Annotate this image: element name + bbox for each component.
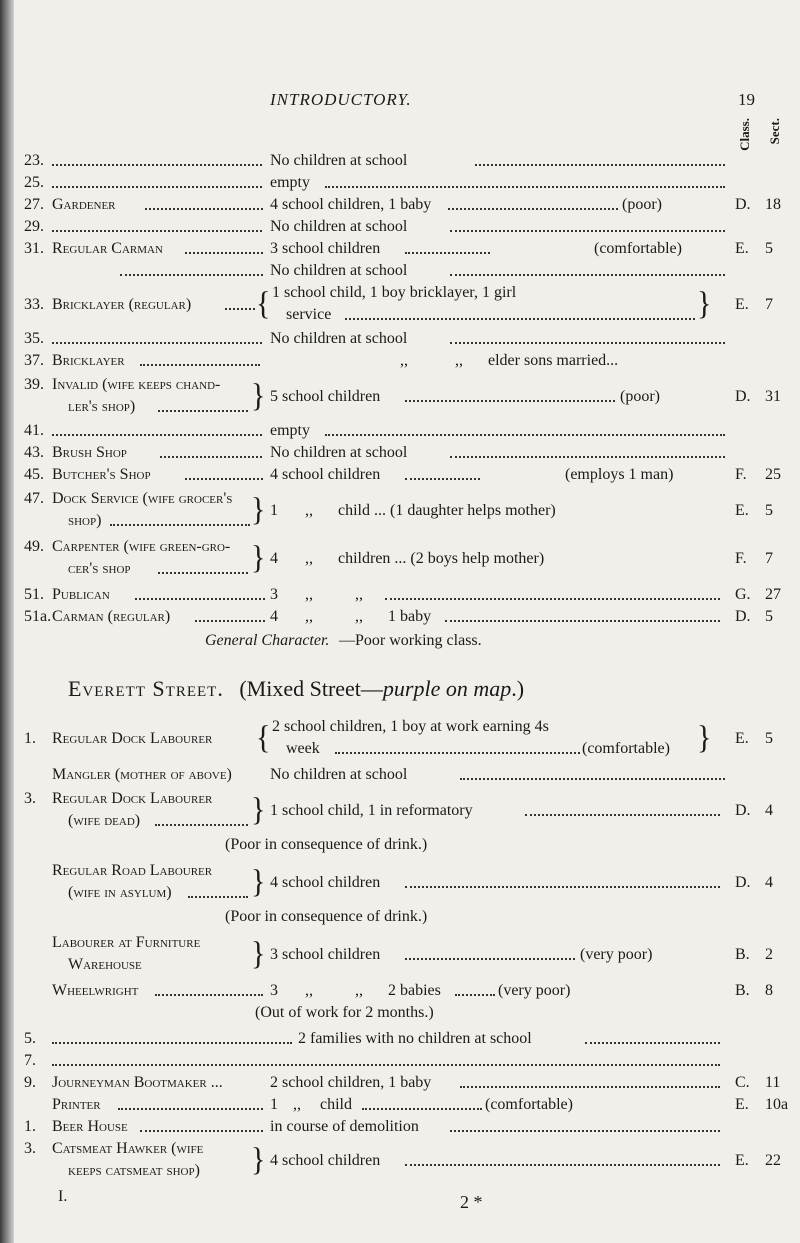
occupation-line-1: Labourer at Furniture bbox=[52, 934, 201, 951]
occupation-line-2: (wife in asylum) bbox=[68, 884, 172, 901]
detail: children ... (2 boys help mother) bbox=[338, 550, 545, 567]
leader-dots bbox=[445, 620, 720, 622]
detail-line-2: week bbox=[286, 740, 320, 757]
house-number: 43. bbox=[24, 444, 44, 461]
occupation-line-1: Regular Road Labourer bbox=[52, 862, 213, 879]
house-number: 9. bbox=[24, 1074, 36, 1091]
house-number: 33. bbox=[24, 296, 44, 313]
occupation-line-2: keeps catsmeat shop) bbox=[68, 1162, 200, 1179]
street-name: Everett Street. bbox=[68, 676, 224, 701]
occupation: Brush Shop bbox=[52, 444, 127, 461]
leader-dots bbox=[158, 572, 248, 574]
detail: No children at school bbox=[270, 444, 408, 461]
leader-dots bbox=[160, 456, 262, 458]
leader-dots bbox=[345, 318, 695, 320]
house-number: 39. bbox=[24, 376, 44, 393]
occupation-line-2: Warehouse bbox=[68, 956, 142, 973]
leader-dots bbox=[405, 1164, 720, 1166]
running-title: INTRODUCTORY. bbox=[270, 90, 412, 109]
street-description-close: .) bbox=[511, 676, 525, 701]
leader-dots bbox=[450, 1130, 720, 1132]
leader-dots bbox=[225, 308, 255, 310]
remark: (Poor in consequence of drink.) bbox=[225, 836, 428, 853]
leader-dots bbox=[325, 434, 725, 436]
detail: 2 babies bbox=[388, 982, 441, 999]
section: 7 bbox=[765, 550, 773, 567]
note: (comfortable) bbox=[594, 240, 682, 257]
table-row bbox=[0, 1140, 800, 1184]
note: (very poor) bbox=[580, 946, 653, 963]
class: D. bbox=[735, 608, 751, 625]
detail: 2 families with no children at school bbox=[298, 1030, 532, 1047]
house-number: 41. bbox=[24, 422, 44, 439]
leader-dots bbox=[140, 1130, 263, 1132]
detail: 1 school child, 1 in reformatory bbox=[270, 802, 473, 819]
class: D. bbox=[735, 196, 751, 213]
note: (comfortable) bbox=[582, 740, 670, 757]
class: B. bbox=[735, 946, 750, 963]
occupation-line-1: Regular Dock Labourer bbox=[52, 790, 213, 807]
ditto-mark: ,, bbox=[305, 502, 313, 519]
class-column-head: Class. bbox=[737, 118, 752, 151]
table-row bbox=[0, 376, 800, 420]
leader-dots bbox=[385, 598, 720, 600]
occupation-line-2: (wife dead) bbox=[68, 812, 141, 829]
section: 5 bbox=[765, 608, 773, 625]
occupation-line-2: cer's shop bbox=[68, 560, 131, 577]
general-character-text: —Poor working class. bbox=[339, 632, 482, 649]
note: (poor) bbox=[622, 196, 662, 213]
leader-dots bbox=[460, 778, 725, 780]
section: 2 bbox=[765, 946, 773, 963]
signature-mark: 2 * bbox=[460, 1192, 483, 1212]
leader-dots bbox=[120, 274, 263, 276]
leader-dots bbox=[475, 164, 725, 166]
ditto-mark: ,, bbox=[355, 608, 363, 625]
detail: in course of demolition bbox=[270, 1118, 419, 1135]
remark: (Poor in consequence of drink.) bbox=[225, 908, 428, 925]
detail: 1 baby bbox=[388, 608, 432, 625]
brace-right: } bbox=[251, 791, 266, 828]
detail: child ... (1 daughter helps mother) bbox=[338, 502, 556, 519]
leader-dots bbox=[195, 620, 265, 622]
page-number: 19 bbox=[738, 90, 755, 109]
book-spine-shadow bbox=[0, 0, 14, 1243]
leader-dots bbox=[450, 456, 725, 458]
class: F. bbox=[735, 466, 747, 483]
count: 3 bbox=[270, 982, 278, 999]
leader-dots bbox=[155, 994, 263, 996]
brace-right: } bbox=[251, 1141, 266, 1178]
count: 3 bbox=[270, 586, 278, 603]
house-number: 7. bbox=[24, 1052, 36, 1069]
brace-right: } bbox=[251, 491, 266, 528]
occupation: Beer House bbox=[52, 1118, 128, 1135]
class: D. bbox=[735, 802, 751, 819]
section: 27 bbox=[765, 586, 781, 603]
brace-right: } bbox=[251, 539, 266, 576]
occupation: Wheelwright bbox=[52, 982, 139, 999]
class: G. bbox=[735, 586, 751, 603]
brace-right: } bbox=[697, 285, 712, 322]
leader-dots bbox=[405, 252, 490, 254]
brace-right: } bbox=[251, 863, 266, 900]
detail: 2 school children, 1 baby bbox=[270, 1074, 432, 1091]
count: 1 bbox=[270, 502, 278, 519]
detail: No children at school bbox=[270, 766, 408, 783]
detail: 3 school children bbox=[270, 240, 381, 257]
section: 5 bbox=[765, 240, 773, 257]
class: D. bbox=[735, 874, 751, 891]
street-heading bbox=[68, 676, 524, 702]
brace-right: } bbox=[697, 719, 712, 756]
house-number: 45. bbox=[24, 466, 44, 483]
occupation: Butcher's Shop bbox=[52, 466, 151, 483]
occupation: Printer bbox=[52, 1096, 101, 1113]
table-row bbox=[0, 538, 800, 582]
count: 1 bbox=[270, 1096, 278, 1113]
detail: 4 school children, 1 baby bbox=[270, 196, 432, 213]
detail: elder sons married... bbox=[488, 352, 619, 369]
ditto-mark: ,, bbox=[400, 352, 408, 369]
occupation-line-2: shop) bbox=[68, 512, 102, 529]
occupation: Regular Carman bbox=[52, 240, 163, 257]
note: (comfortable) bbox=[485, 1096, 573, 1113]
signature-mark-left: I. bbox=[58, 1188, 68, 1205]
leader-dots bbox=[110, 524, 250, 526]
ditto-mark: ,, bbox=[305, 982, 313, 999]
leader-dots bbox=[52, 1064, 720, 1066]
ditto-mark: ,, bbox=[455, 352, 463, 369]
leader-dots bbox=[335, 752, 580, 754]
house-number: 1. bbox=[24, 730, 36, 747]
leader-dots bbox=[52, 434, 262, 436]
note: (employs 1 man) bbox=[565, 466, 674, 483]
table-row bbox=[0, 284, 800, 328]
section: 10a bbox=[765, 1096, 789, 1113]
section: 8 bbox=[765, 982, 773, 999]
occupation: Carman (regular) bbox=[52, 608, 171, 625]
occupation: Bricklayer bbox=[52, 352, 125, 369]
detail: No children at school bbox=[270, 262, 408, 279]
brace-right: } bbox=[251, 935, 266, 972]
house-number: 1. bbox=[24, 1118, 36, 1135]
house-number: 35. bbox=[24, 330, 44, 347]
house-number: 51. bbox=[24, 586, 44, 603]
leader-dots bbox=[448, 208, 618, 210]
leader-dots bbox=[450, 342, 725, 344]
section: 5 bbox=[765, 730, 773, 747]
leader-dots bbox=[52, 230, 262, 232]
ditto-mark: ,, bbox=[305, 586, 313, 603]
leader-dots bbox=[155, 824, 248, 826]
leader-dots bbox=[455, 994, 495, 996]
leader-dots bbox=[118, 1108, 263, 1110]
detail: 4 school children bbox=[270, 466, 381, 483]
occupation: Regular Dock Labourer bbox=[52, 730, 213, 747]
table-row bbox=[0, 982, 800, 1026]
detail-line-2: service bbox=[286, 306, 332, 323]
brace-right: } bbox=[251, 377, 266, 414]
leader-dots bbox=[185, 478, 263, 480]
leader-dots bbox=[405, 958, 575, 960]
leader-dots bbox=[52, 1042, 292, 1044]
section: 31 bbox=[765, 388, 781, 405]
occupation: Journeyman Bootmaker ... bbox=[52, 1074, 223, 1091]
section: 5 bbox=[765, 502, 773, 519]
detail-line-1: 1 school child, 1 boy bricklayer, 1 girl bbox=[272, 284, 517, 301]
class: E. bbox=[735, 1096, 749, 1113]
note: (very poor) bbox=[498, 982, 571, 999]
house-number: 5. bbox=[24, 1030, 36, 1047]
detail: 4 school children bbox=[270, 1152, 381, 1169]
occupation-line-1: Catsmeat Hawker (wife bbox=[52, 1140, 204, 1157]
occupation: Publican bbox=[52, 586, 110, 603]
table-row bbox=[0, 862, 800, 930]
class: F. bbox=[735, 550, 747, 567]
note: (poor) bbox=[620, 388, 660, 405]
occupation-line-1: Dock Service (wife grocer's bbox=[52, 490, 233, 507]
leader-dots bbox=[405, 478, 480, 480]
detail: 5 school children bbox=[270, 388, 381, 405]
class: C. bbox=[735, 1074, 750, 1091]
count: 4 bbox=[270, 550, 278, 567]
detail-line-1: 2 school children, 1 boy at work earning 4s bbox=[272, 718, 549, 735]
detail: empty bbox=[270, 422, 310, 439]
leader-dots bbox=[145, 208, 263, 210]
house-number: 51a. bbox=[24, 608, 52, 625]
detail: No children at school bbox=[270, 330, 408, 347]
occupation: Bricklayer (regular) bbox=[52, 296, 192, 313]
count: 4 bbox=[270, 608, 278, 625]
class: B. bbox=[735, 982, 750, 999]
section: 4 bbox=[765, 802, 773, 819]
brace-left: { bbox=[256, 719, 271, 756]
brace-left: { bbox=[256, 285, 271, 322]
table-row bbox=[0, 790, 800, 858]
occupation: Gardener bbox=[52, 196, 116, 213]
leader-dots bbox=[185, 252, 263, 254]
ditto-mark: ,, bbox=[305, 608, 313, 625]
sect-column-head: Sect. bbox=[767, 118, 782, 145]
leader-dots bbox=[585, 1042, 720, 1044]
house-number: 47. bbox=[24, 490, 44, 507]
remark: (Out of work for 2 months.) bbox=[255, 1004, 434, 1021]
ditto-mark: ,, bbox=[305, 550, 313, 567]
leader-dots bbox=[525, 814, 720, 816]
house-number: 37. bbox=[24, 352, 44, 369]
section: 22 bbox=[765, 1152, 781, 1169]
street-description: (Mixed Street— bbox=[239, 676, 383, 701]
house-number: 25. bbox=[24, 174, 44, 191]
table-row bbox=[0, 934, 800, 978]
detail: child bbox=[320, 1096, 352, 1113]
class: E. bbox=[735, 296, 749, 313]
house-number: 31. bbox=[24, 240, 44, 257]
ditto-mark: ,, bbox=[293, 1096, 301, 1113]
leader-dots bbox=[158, 410, 248, 412]
leader-dots bbox=[52, 342, 262, 344]
class: D. bbox=[735, 388, 751, 405]
occupation-line-1: Carpenter (wife green-gro- bbox=[52, 538, 231, 555]
section: 7 bbox=[765, 296, 773, 313]
house-number: 29. bbox=[24, 218, 44, 235]
class: E. bbox=[735, 1152, 749, 1169]
section: 18 bbox=[765, 196, 781, 213]
map-color: purple on map bbox=[382, 676, 512, 701]
section: 4 bbox=[765, 874, 773, 891]
general-character-label: General Character. bbox=[205, 632, 330, 649]
section: 11 bbox=[765, 1074, 781, 1091]
leader-dots bbox=[450, 274, 725, 276]
page-header bbox=[0, 90, 800, 114]
house-number: 3. bbox=[24, 790, 36, 807]
occupation: Mangler (mother of above) bbox=[52, 766, 232, 783]
leader-dots bbox=[405, 886, 720, 888]
leader-dots bbox=[450, 230, 725, 232]
house-number: 3. bbox=[24, 1140, 36, 1157]
leader-dots bbox=[405, 400, 615, 402]
table-row bbox=[0, 490, 800, 534]
house-number: 49. bbox=[24, 538, 44, 555]
house-number: 27. bbox=[24, 196, 44, 213]
detail: 3 school children bbox=[270, 946, 381, 963]
leader-dots bbox=[52, 186, 262, 188]
class: E. bbox=[735, 730, 749, 747]
class: E. bbox=[735, 240, 749, 257]
section: 25 bbox=[765, 466, 781, 483]
leader-dots bbox=[52, 164, 262, 166]
detail: No children at school bbox=[270, 218, 408, 235]
ditto-mark: ,, bbox=[355, 586, 363, 603]
class: E. bbox=[735, 502, 749, 519]
leader-dots bbox=[135, 598, 265, 600]
leader-dots bbox=[188, 896, 248, 898]
table-row bbox=[0, 718, 800, 762]
ditto-mark: ,, bbox=[355, 982, 363, 999]
leader-dots bbox=[460, 1086, 720, 1088]
house-number: 23. bbox=[24, 152, 44, 169]
detail: 4 school children bbox=[270, 874, 381, 891]
detail: empty bbox=[270, 174, 310, 191]
leader-dots bbox=[362, 1108, 482, 1110]
leader-dots bbox=[140, 364, 260, 366]
occupation-line-2: ler's shop) bbox=[68, 398, 136, 415]
leader-dots bbox=[325, 186, 725, 188]
detail: No children at school bbox=[270, 152, 408, 169]
occupation-line-1: Invalid (wife keeps chand- bbox=[52, 376, 221, 393]
